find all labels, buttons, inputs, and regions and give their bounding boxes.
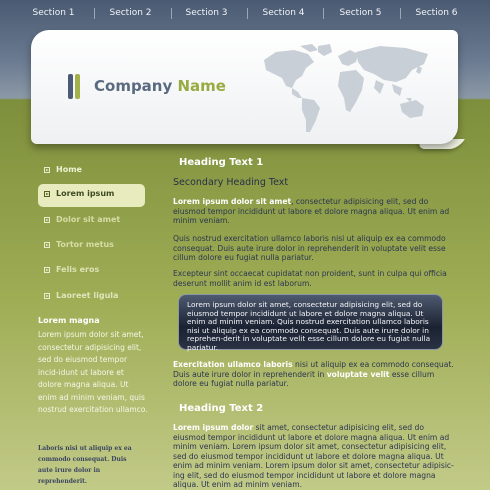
- sidebar-item-label: Home: [56, 165, 82, 174]
- world-map-icon: [256, 40, 436, 138]
- sidebar-text: Lorem ipsum dolor sit amet, consectetur adipisicing elit, sed do eiusmod tempor incid-idunt ut labore et dolore magna aliqua. Ut enim ad minim veniam, quis nostrud exercitation ullamco.: [38, 330, 148, 414]
- nav-section-2[interactable]: Section 2: [109, 8, 152, 18]
- company-logo-text[interactable]: [94, 77, 226, 95]
- highlight-text: Lorem ipsum dolor sit amet: [173, 197, 292, 206]
- header-banner: [31, 30, 458, 144]
- arrow-bullet-icon: [44, 191, 50, 197]
- arrow-bullet-icon: [44, 293, 50, 299]
- heading-1: Heading Text 1: [179, 157, 264, 168]
- sidebar-item-label: Felis eros: [56, 265, 100, 274]
- sidebar-title: Lorem magna: [38, 316, 100, 325]
- sidebar-item-laoreet-ligula[interactable]: [38, 286, 145, 309]
- paragraph-1: [173, 197, 457, 226]
- sidebar-note: Laboris nisi ut aliquip ex ea commodo consequat. Duis aute irure dolor in reprehenderit.: [38, 445, 132, 485]
- paragraph-text: sit amet, consectetur adipisicing elit, sed do eiusmod tempor incididunt ut labore et dolore magna aliqua. Ut enim ad minim veniam. Lorem ipsum dolor sit amet, consectetur adipisicing elit, sed do eiusmod tempor incididunt ut labore et dolore magna aliqua. Ut enim ad minim veniam. Lorem ipsum dolor sit amet, consectetur adipisic-ing elit, sed do eiusmod tempor incididunt ut labore et dolore magna aliqua. Ut enim ad minim veniam.: [173, 423, 454, 489]
- sidebar-item-tortor-metus[interactable]: [38, 235, 145, 258]
- sidebar-item-label: Tortor metus: [56, 240, 114, 249]
- quote-box: Lorem ipsum dolor sit amet, consectetur adipisicing elit, sed do eiusmod tempor incididunt ut labore et dolore magna aliqua. Ut enim ad minim veniam. Quis nostrud exercitation ullamco laboris nisi ut aliquip ex ea commodo consequat. Duis aute irure dolor in reprehen-derit in voluptate velit esse cillum dolore eu fugiat nulla pariatur.: [178, 294, 443, 350]
- arrow-bullet-icon: [44, 167, 50, 173]
- paragraph-2: Quis nostrud exercitation ullamco laboris nisi ut aliquip ex ea commodo consequat. Duis aute irure dolor in reprehenderit in voluptate velit esse cillum dolore eu fugiat nulla pariatur.: [173, 234, 446, 262]
- highlight-text: Exercitation ullamco laboris: [173, 360, 293, 369]
- paragraph-5: [173, 423, 457, 490]
- paragraph-text: esse cillum dolore eu fugiat nulla pariatur.: [173, 369, 435, 388]
- sidebar-item-lorem-ipsum[interactable]: [38, 184, 145, 207]
- secondary-heading: Secondary Heading Text: [173, 177, 289, 188]
- nav-section-1[interactable]: Section 1: [32, 8, 75, 18]
- nav-section-3[interactable]: Section 3: [185, 8, 228, 18]
- highlight-text: voluptate velit: [326, 369, 390, 379]
- paragraph-text: , consectetur adipisicing elit, sed do eiusmod tempor incididunt ut labore et dolore magna aliqua. Ut enim ad minim veniam.: [173, 197, 450, 225]
- paragraph-4: [173, 360, 457, 389]
- nav-section-4[interactable]: Section 4: [262, 8, 305, 18]
- paragraph-3: Excepteur sint occaecat cupidatat non proident, sunt in culpa qui officia deserunt mollit anim id est laborum.: [173, 269, 447, 288]
- sidebar-item-label: Lorem ipsum: [56, 189, 115, 198]
- nav-section-6[interactable]: Section 6: [415, 8, 458, 18]
- highlight-text: Lorem ipsum dolor: [173, 423, 254, 432]
- sidebar-item-label: Laoreet ligula: [56, 291, 119, 300]
- company-word: Company: [94, 77, 173, 95]
- paragraph-text: nisi ut aliquip ex ea commodo consequat. Duis aute irure dolor in reprehenderit in: [173, 360, 454, 379]
- heading-2: Heading Text 2: [179, 403, 264, 414]
- sidebar-item-felis-eros[interactable]: [38, 260, 145, 283]
- top-nav: [0, 0, 490, 26]
- sidebar-item-home[interactable]: [38, 160, 145, 183]
- arrow-bullet-icon: [44, 242, 50, 248]
- arrow-bullet-icon: [44, 217, 50, 223]
- nav-section-5[interactable]: Section 5: [339, 8, 382, 18]
- name-word: Name: [177, 77, 226, 95]
- arrow-bullet-icon: [44, 267, 50, 273]
- sidebar-item-dolor-sit-amet[interactable]: [38, 210, 145, 233]
- sidebar-item-label: Dolor sit amet: [56, 215, 121, 224]
